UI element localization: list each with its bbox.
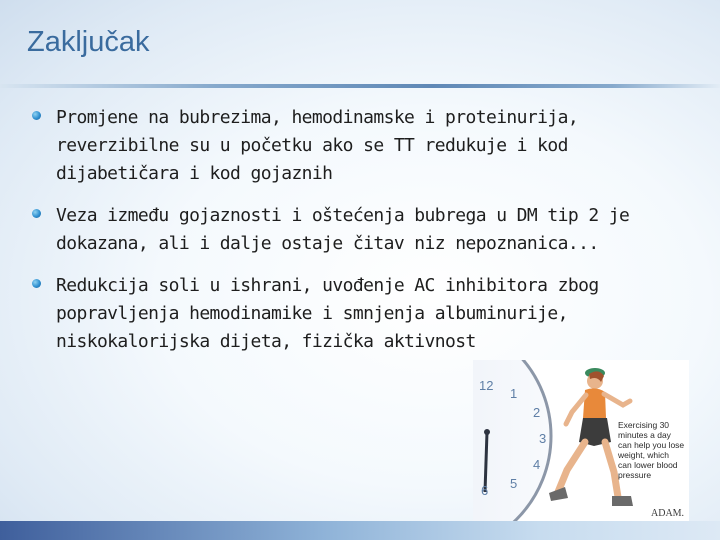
bullet-text: Veza između gojaznosti i oštećenja bubrega u DM tip 2 je dokazana, ali i dalje ostaje čitav niz nepoznanica... xyxy=(56,205,630,254)
exercise-illustration-svg xyxy=(473,360,689,522)
bullet-text: Promjene na bubrezima, hemodinamske i proteinurija, reverzibilne su u početku ako se TT redukuje i kod dijabetičara i kod gojaznih xyxy=(56,107,579,184)
caption-line: minutes a day xyxy=(618,430,671,440)
bullet-dot-icon xyxy=(32,209,41,218)
clock-number: 6 xyxy=(481,483,489,498)
bullet-dot-icon xyxy=(32,111,41,120)
clock-number: 12 xyxy=(479,378,494,393)
bullet-text: Redukcija soli u ishrani, uvođenje AC inhibitora zbog popravljenja hemodinamike i smnjenja albuminurije, niskokalorijska dijeta, fizička aktivnost xyxy=(56,275,599,352)
exercise-illustration xyxy=(473,360,689,522)
bullet-dot-icon xyxy=(32,279,41,288)
slide-title: Zaključak xyxy=(27,26,150,58)
clock-number: 5 xyxy=(510,476,518,491)
caption-line: pressure xyxy=(618,470,652,480)
clock-number: 2 xyxy=(533,405,541,420)
caption-line: can lower blood xyxy=(618,460,678,470)
bullet-list xyxy=(30,104,690,370)
title-divider xyxy=(0,84,720,88)
illustration-caption xyxy=(617,420,687,480)
bullet-item xyxy=(30,272,690,356)
caption-line: can help you lose xyxy=(618,440,685,450)
footer-bar xyxy=(0,521,720,540)
bullet-item xyxy=(30,202,690,258)
caption-line: weight, which xyxy=(618,450,670,460)
bullet-item xyxy=(30,104,690,188)
clock-number: 4 xyxy=(533,457,541,472)
clock-number: 1 xyxy=(510,386,518,401)
adam-logo: ADAM. xyxy=(651,508,685,519)
clock-center xyxy=(484,429,490,435)
caption-line: Exercising 30 xyxy=(618,420,670,430)
clock-number: 3 xyxy=(539,431,547,446)
